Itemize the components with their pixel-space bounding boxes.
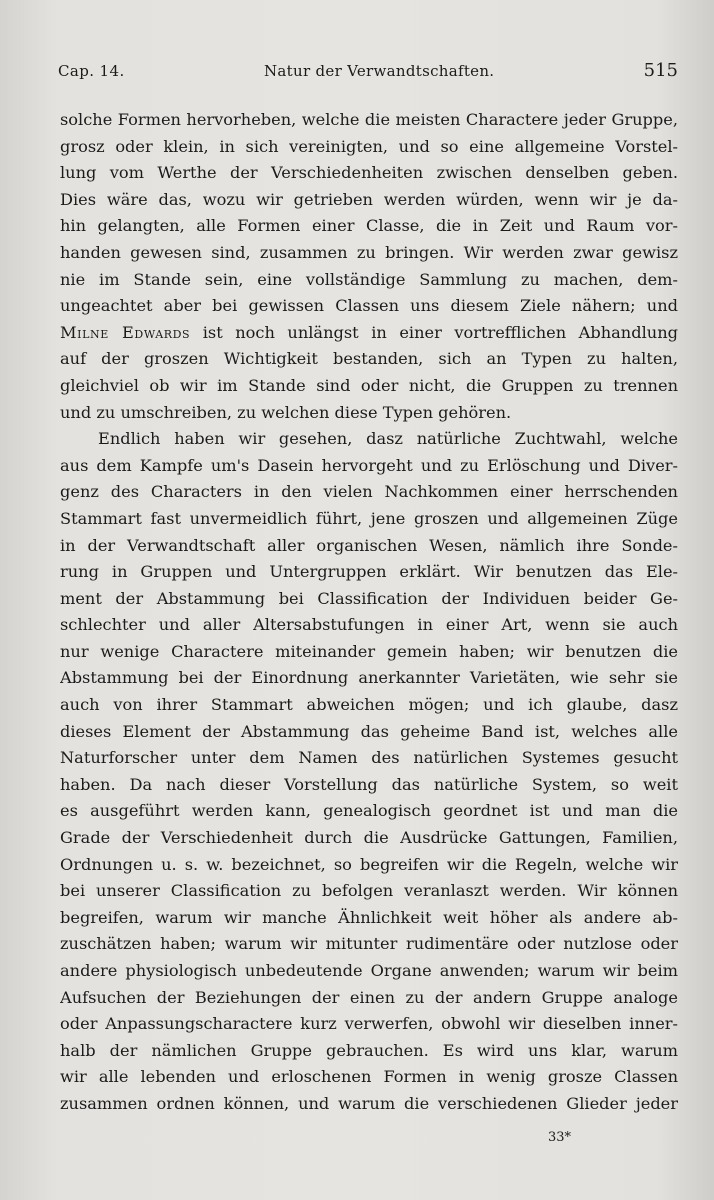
text-line: wir alle lebenden und erloschenen Formen in wenig grosze Classen: [60, 1067, 678, 1087]
text-line: lung vom Werthe der Verschiedenheiten zwischen denselben geben.: [60, 163, 678, 183]
running-header: [58, 62, 678, 86]
text-line: Stammart fast unvermeidlich führt, jene groszen und allgemeinen Züge: [60, 508, 678, 528]
text-line: halb der nämlichen Gruppe gebrauchen. Es wird uns klar, warum: [60, 1040, 678, 1060]
text-line: auf der groszen Wichtigkeit bestanden, sich an Typen zu halten,: [60, 349, 678, 369]
text-line: Ordnungen u. s. w. bezeichnet, so begreifen wir die Regeln, welche wir: [60, 854, 678, 874]
text-line: Aufsuchen der Beziehungen der einen zu der andern Gruppe analoge: [60, 987, 678, 1007]
text-line: nie im Stande sein, eine vollständige Sammlung zu machen, dem-: [60, 269, 678, 289]
text-line: Naturforscher unter dem Namen des natürlichen Systemes gesucht: [60, 748, 678, 768]
text-line: zusammen ordnen können, und warum die verschiedenen Glieder jeder: [60, 1093, 678, 1113]
text-line: genz des Characters in den vielen Nachkommen einer herrschenden: [60, 482, 678, 502]
text-line: gleichviel ob wir im Stande sind oder nicht, die Gruppen zu trennen: [60, 375, 678, 395]
text-line: Abstammung bei der Einordnung anerkannter Varietäten, wie sehr sie: [60, 668, 678, 688]
text-line: und zu umschreiben, zu welchen diese Typen gehören.: [60, 402, 512, 422]
signature-mark: 33*: [548, 1130, 572, 1145]
text-line: begreifen, warum wir manche Ähnlichkeit weit höher als andere ab-: [60, 907, 678, 927]
text-line: Dies wäre das, wozu wir getrieben werden würden, wenn wir je da-: [60, 189, 678, 209]
text-line: rung in Gruppen und Untergruppen erklärt. Wir benutzen das Ele-: [60, 562, 678, 582]
text-line: andere physiologisch unbedeutende Organe anwenden; warum wir beim: [60, 961, 678, 980]
running-title: Natur der Verwandtschaften.: [264, 62, 495, 80]
text-line: auch von ihrer Stammart abweichen mögen; und ich glaube, dasz: [60, 695, 678, 715]
text-line: bei unserer Classification zu befolgen veranlaszt werden. Wir können: [60, 881, 678, 901]
text-line-milne-edwards: [60, 320, 678, 347]
text-line: dieses Element der Abstammung das geheime Band ist, welches alle: [60, 721, 678, 741]
chapter-label: Cap. 14.: [58, 62, 125, 80]
text-line: Grade der Verschiedenheit durch die Ausdrücke Gattungen, Familien,: [60, 828, 678, 848]
text-line: ment der Abstammung bei Classification der Individuen beider Ge-: [60, 588, 678, 608]
author-name: Milne Edwards: [60, 322, 191, 342]
text-line: solche Formen hervorheben, welche die meisten Charactere jeder Gruppe,: [60, 110, 678, 129]
text-line: haben. Da nach dieser Vorstellung das natürliche System, so weit: [60, 774, 678, 794]
text-line: zuschätzen haben; warum wir mitunter rudimentäre oder nutzlose oder: [60, 934, 678, 954]
text-line: oder Anpassungscharactere kurz verwerfen, obwohl wir dieselben inner-: [60, 1014, 678, 1034]
body-text: [60, 107, 678, 1118]
text-line: es ausgeführt werden kann, genealogisch geordnet ist und man die: [60, 801, 678, 821]
text-line: ungeachtet aber bei gewissen Classen uns diesem Ziele nähern; und: [60, 296, 678, 316]
text-line: schlechter und aller Altersabstufungen in einer Art, wenn sie auch: [60, 615, 678, 635]
text-line: in der Verwandtschaft aller organischen Wesen, nämlich ihre Sonde-: [60, 535, 678, 555]
text-line: aus dem Kampfe um's Dasein hervorgeht und zu Erlöschung und Diver-: [60, 455, 678, 475]
text-line: nur wenige Charactere miteinander gemein haben; wir benutzen die: [60, 641, 678, 661]
page-number: 515: [643, 60, 678, 81]
text-line: grosz oder klein, in sich vereinigten, und so eine allgemeine Vorstel-: [60, 136, 678, 156]
text-line: hin gelangten, alle Formen einer Classe, die in Zeit und Raum vor-: [60, 216, 678, 236]
text-line: handen gewesen sind, zusammen zu bringen. Wir werden zwar gewisz: [60, 242, 678, 262]
paragraph-start-line: Endlich haben wir gesehen, dasz natürliche Zuchtwahl, welche: [98, 429, 678, 449]
line-rest: ist noch unlängst in einer vortrefflichen Abhandlung: [190, 322, 678, 342]
